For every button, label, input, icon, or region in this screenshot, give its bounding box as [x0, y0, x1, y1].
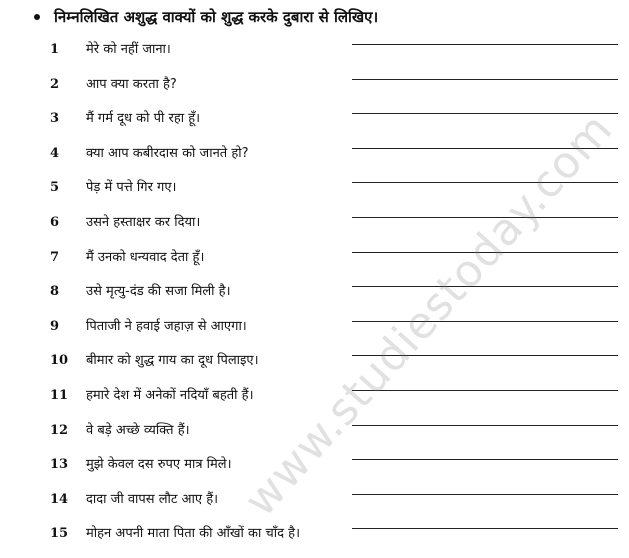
exercise-row [0, 415, 629, 450]
answer-line [352, 390, 618, 391]
exercise-row [0, 138, 629, 173]
item-number: 2 [50, 76, 60, 92]
item-number: 3 [50, 111, 60, 127]
item-number: 8 [50, 284, 60, 300]
exercise-row [0, 207, 629, 242]
exercise-row [0, 345, 629, 380]
incorrect-sentence: बीमार को शुद्ध गाय का दूध पिलाइए। [86, 353, 259, 369]
exercise-row [0, 69, 629, 104]
answer-line [352, 113, 618, 114]
incorrect-sentence: क्या आप कबीरदास को जानते हो? [86, 145, 249, 161]
answer-line [352, 355, 618, 356]
answer-line [352, 459, 618, 460]
answer-line [352, 425, 618, 426]
incorrect-sentence: हमारे देश में अनेकों नदियाँ बहती हैं। [86, 387, 254, 403]
item-number: 9 [50, 318, 60, 334]
answer-line [352, 217, 618, 218]
item-number: 14 [50, 491, 69, 507]
incorrect-sentence: मोहन अपनी माता पिता की आँखों का चाँद है। [86, 526, 301, 542]
incorrect-sentence: वे बड़े अच्छे व्यक्ति हैं। [86, 422, 190, 438]
exercise-list [0, 34, 629, 553]
incorrect-sentence: पेड़ में पत्ते गिर गए। [86, 180, 177, 196]
item-number: 13 [50, 457, 69, 473]
answer-line [352, 182, 618, 183]
exercise-row [0, 484, 629, 519]
incorrect-sentence: उसने हस्ताक्षर कर दिया। [86, 214, 201, 230]
exercise-row [0, 380, 629, 415]
exercise-row [0, 276, 629, 311]
instruction-text: निम्नलिखित अशुद्ध वाक्यों को शुद्ध करके दुबारा से लिखिए। [54, 8, 379, 26]
exercise-row [0, 172, 629, 207]
item-number: 5 [50, 180, 60, 196]
item-number: 7 [50, 249, 60, 265]
incorrect-sentence: मैं उनको धन्यवाद देता हूँ। [86, 249, 205, 265]
answer-line [352, 321, 618, 322]
item-number: 4 [50, 145, 60, 161]
incorrect-sentence: पिताजी ने हवाई जहाज़ से आएगा। [86, 318, 247, 334]
answer-line [352, 286, 618, 287]
item-number: 11 [50, 387, 69, 403]
answer-line [352, 44, 618, 45]
item-number: 12 [50, 422, 69, 438]
incorrect-sentence: दादा जी वापस लौट आए हैं। [86, 491, 219, 507]
exercise-row [0, 449, 629, 484]
answer-line [352, 79, 618, 80]
site-watermark: www.studiestoday.com [234, 103, 623, 527]
incorrect-sentence: मुझे केवल दस रुपए मात्र मिले। [86, 457, 232, 473]
incorrect-sentence: मेरे को नहीं जाना। [86, 42, 171, 57]
item-number: 6 [50, 214, 60, 230]
item-number: 15 [50, 526, 69, 542]
exercise-row [0, 34, 629, 69]
answer-line [352, 252, 618, 253]
incorrect-sentence: मैं गर्म दूध को पी रहा हूँ। [86, 111, 201, 127]
answer-line [352, 528, 618, 529]
exercise-row [0, 103, 629, 138]
incorrect-sentence: उसे मृत्यु-दंड की सजा मिली है। [86, 284, 231, 300]
worksheet-instruction [34, 6, 378, 28]
incorrect-sentence: आप क्या करता है? [86, 76, 177, 92]
item-number: 1 [50, 42, 60, 57]
exercise-row [0, 242, 629, 277]
exercise-row [0, 311, 629, 346]
bullet-icon [34, 14, 40, 20]
answer-line [352, 494, 618, 495]
answer-line [352, 148, 618, 149]
exercise-row [0, 518, 629, 553]
item-number: 10 [50, 353, 69, 369]
